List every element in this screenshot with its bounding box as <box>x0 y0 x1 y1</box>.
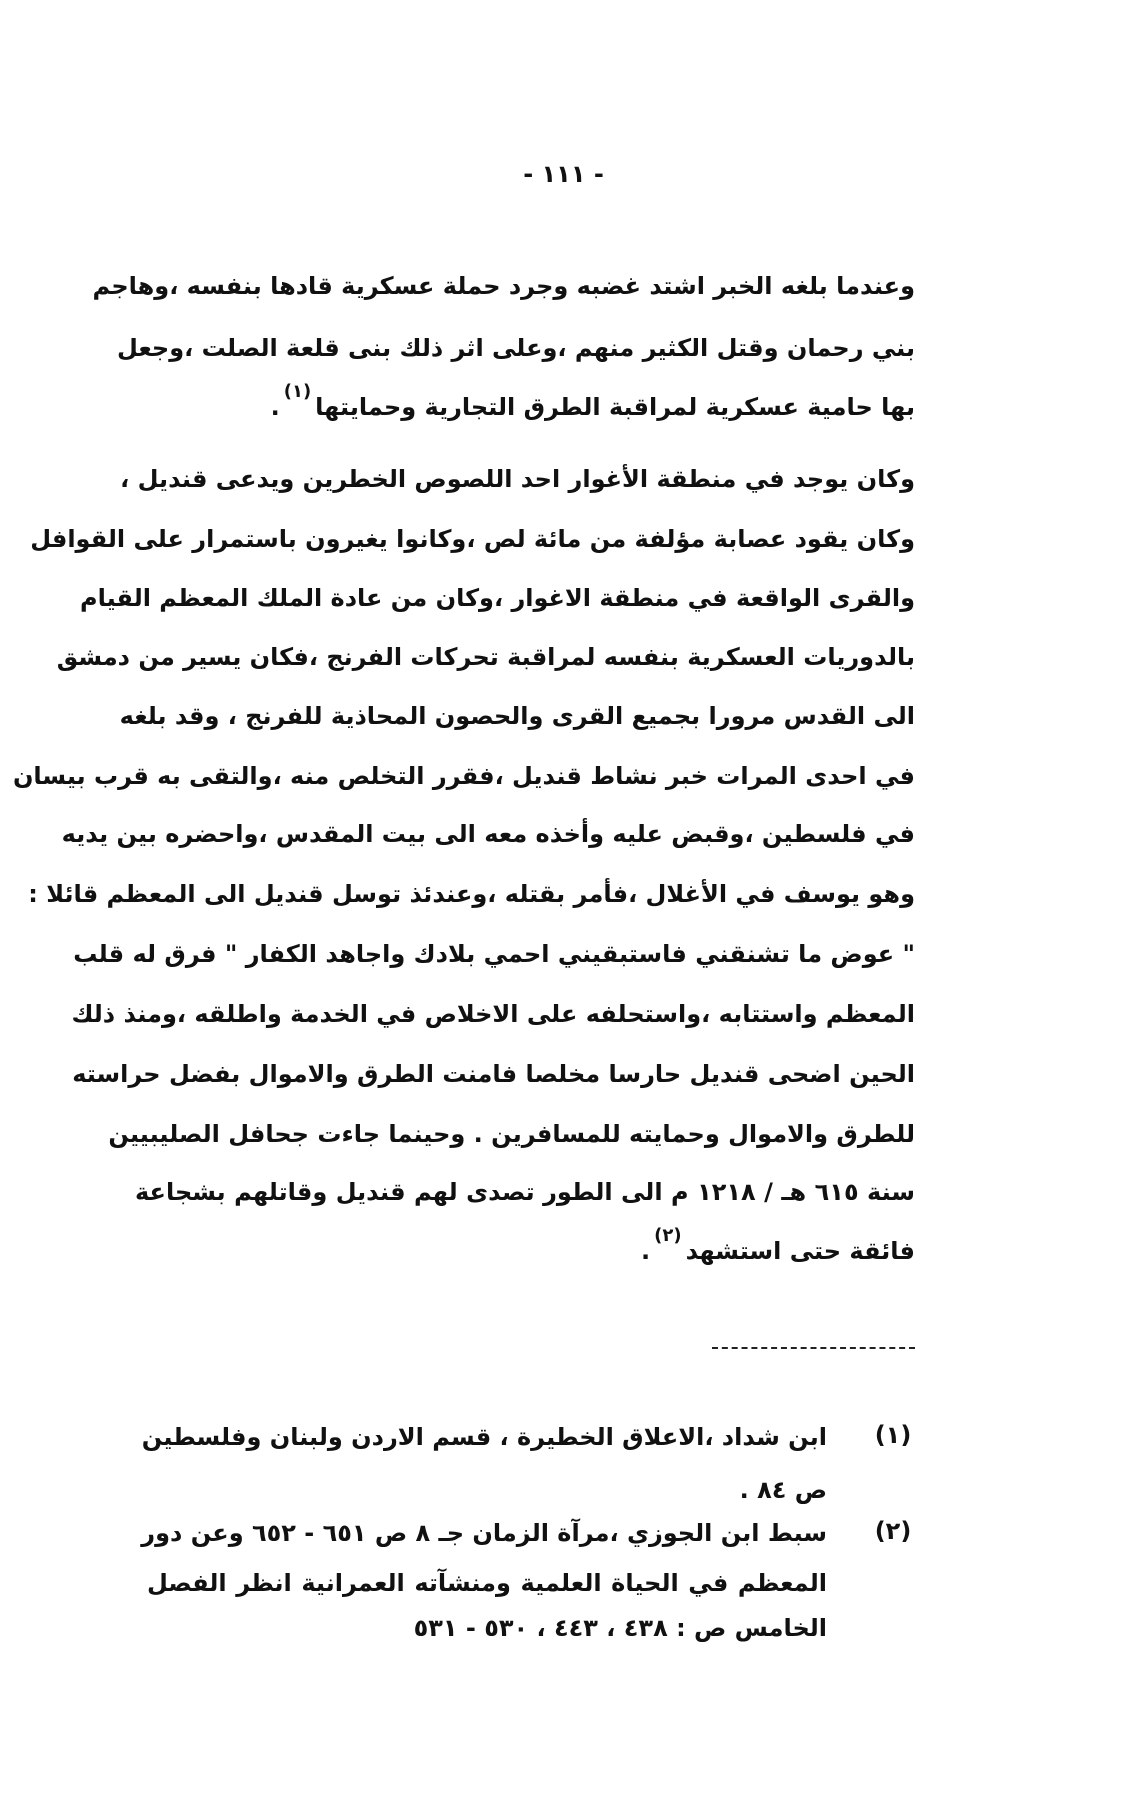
footnote-line: المعظم في الحياة العلمية ومنشآته العمرانية انظر الفصل <box>147 1569 827 1597</box>
text-line <box>135 381 915 426</box>
text-line: وكان يقود عصابة مؤلفة من مائة لص ،وكانوا يغيرون باستمرار على القوافل <box>30 525 915 553</box>
period: . <box>270 393 280 421</box>
footnote-line: ابن شداد ،الاعلاق الخطيرة ، قسم الاردن ولبنان وفلسطين <box>141 1423 827 1451</box>
page-number: - ١١١ - <box>523 160 604 188</box>
footnote-line: سبط ابن الجوزي ،مرآة الزمان جـ ٨ ص ٦٥١ - ٦٥٢ وعن دور <box>141 1519 827 1547</box>
text-line: المعظم واستتابه ،واستحلفه على الاخلاص في الخدمة واطلقه ،ومنذ ذلك <box>71 1000 915 1028</box>
text-line: الحين اضحى قنديل حارسا مخلصا فامنت الطرق والاموال بفضل حراسته <box>72 1060 915 1088</box>
text-line-content: بها حامية عسكرية لمراقبة الطرق التجارية وحمايتها <box>315 393 915 421</box>
text-line: الى القدس مرورا بجميع القرى والحصون المحاذية للفرنج ، وقد بلغه <box>119 702 915 730</box>
footnote-line: ص ٨٤ . <box>739 1476 827 1504</box>
text-line: وهو يوسف في الأغلال ،فأمر بقتله ،وعندئذ توسل قنديل الى المعظم قائلا : <box>28 880 915 908</box>
text-line-content: فائقة حتى استشهد <box>685 1237 915 1265</box>
footnote-separator <box>712 1347 915 1349</box>
footnote-ref-2: (٢) <box>654 1225 682 1246</box>
period: . <box>641 1237 651 1265</box>
text-line: في احدى المرات خبر نشاط قنديل ،فقرر التخلص منه ،والتقى به قرب بيسان <box>12 762 915 790</box>
text-line: بني رحمان وقتل الكثير منهم ،وعلى اثر ذلك بنى قلعة الصلت ،وجعل <box>116 334 915 362</box>
text-line: للطرق والاموال وحمايته للمسافرين . وحينما جاءت جحافل الصليبيين <box>108 1120 915 1148</box>
text-line: بالدوريات العسكرية بنفسه لمراقبة تحركات الفرنج ،فكان يسير من دمشق <box>56 643 915 671</box>
footnote-ref-1: (١) <box>283 381 312 402</box>
text-line: وعندما بلغه الخبر اشتد غضبه وجرد حملة عسكرية قادها بنفسه ،وهاجم <box>92 272 915 300</box>
footnote-number: (١) <box>874 1421 912 1449</box>
text-line <box>135 1225 915 1270</box>
text-line: " عوض ما تشنقني فاستبقيني احمي بلادك واجاهد الكفار " فرق له قلب <box>73 940 915 968</box>
footnote-number: (٢) <box>874 1517 912 1545</box>
text-line: وكان يوجد في منطقة الأغوار احد اللصوص الخطرين ويدعى قنديل ، <box>120 465 915 493</box>
footnote-line: الخامس ص : ٤٣٨ ، ٤٤٣ ، ٥٣٠ - ٥٣١ <box>413 1614 827 1642</box>
text-line: في فلسطين ،وقبض عليه وأخذه معه الى بيت المقدس ،واحضره بين يديه <box>61 820 915 848</box>
text-line: سنة ٦١٥ هـ / ١٢١٨ م الى الطور تصدى لهم قنديل وقاتلهم بشجاعة <box>135 1178 916 1206</box>
text-line: والقرى الواقعة في منطقة الاغوار ،وكان من عادة الملك المعظم القيام <box>80 584 915 612</box>
